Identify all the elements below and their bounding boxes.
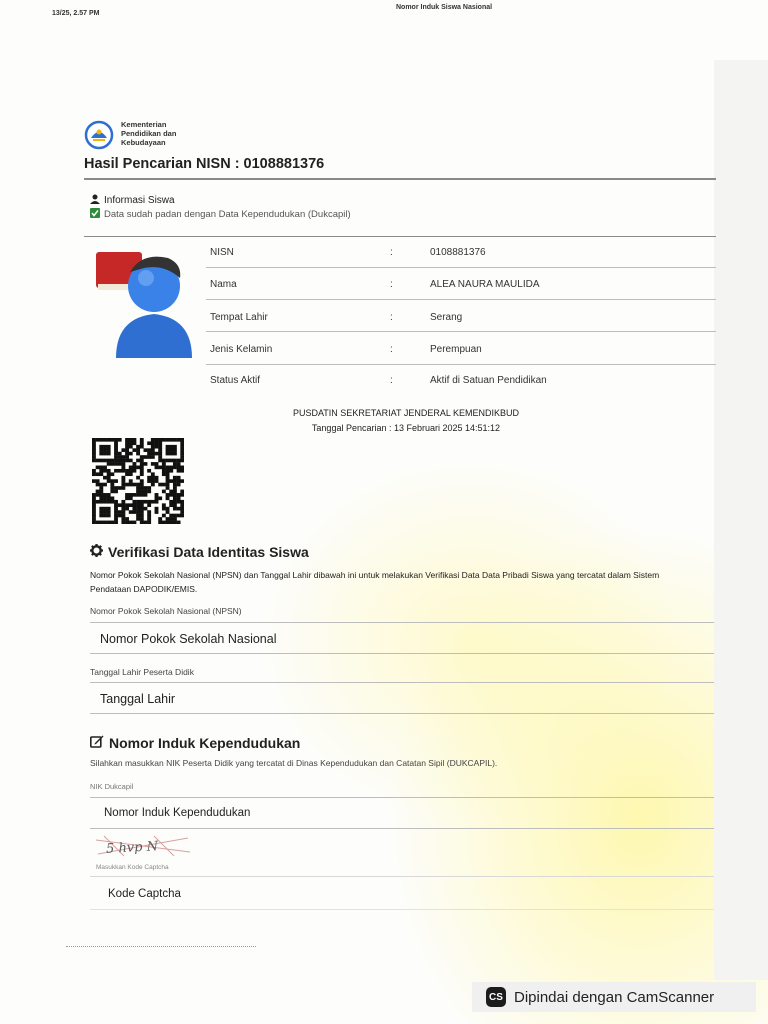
captcha-label: Masukkan Kode Captcha [96, 864, 169, 871]
row-label-status-aktif: Status Aktif [210, 375, 261, 386]
row-label-nama: Nama [210, 279, 237, 290]
camscanner-text: Dipindai dengan CamScanner [514, 988, 715, 1006]
row-colon: : [390, 247, 393, 258]
row-value-status-aktif: Aktif di Satuan Pendidikan [430, 375, 547, 386]
captcha-input[interactable]: Kode Captcha [108, 888, 181, 900]
nik-input-top [90, 797, 714, 798]
nik-heading [90, 735, 300, 751]
row-value-jenis-kelamin: Perempuan [430, 344, 482, 355]
captcha-text: 5 hvp N [105, 839, 159, 857]
row-value-nisn: 0108881376 [430, 247, 486, 258]
nik-label: NIK Dukcapil [90, 782, 134, 791]
verified-note-text: Data sudah padan dengan Data Kependudukan (Dukcapil) [104, 208, 351, 220]
row-divider [206, 364, 716, 365]
row-value-nama: ALEA NAURA MAULIDA [430, 279, 540, 290]
ministry-line-1: Kementerian [121, 120, 167, 129]
row-colon: : [390, 279, 393, 290]
nik-input-bottom [90, 828, 714, 829]
paper-edge [714, 60, 768, 980]
row-divider [206, 267, 716, 268]
row-label-nisn: NISN [210, 247, 234, 258]
dob-input-bottom [90, 713, 714, 714]
npsn-label: Nomor Pokok Sekolah Nasional (NPSN) [90, 606, 242, 616]
row-colon: : [390, 312, 393, 323]
check-icon [90, 205, 100, 223]
student-info-label: Informasi Siswa [104, 194, 175, 206]
ministry-line-3: Kebudayaan [121, 138, 166, 147]
row-colon: : [390, 344, 393, 355]
verification-heading [90, 544, 309, 560]
verified-note [90, 205, 351, 223]
print-page-title: Nomor Induk Siswa Nasional [396, 4, 493, 11]
edit-icon [90, 735, 104, 751]
qr-code-icon [92, 438, 184, 524]
camscanner-logo-icon: CS [486, 987, 506, 1007]
student-avatar-icon [94, 248, 204, 358]
camscanner-watermark [472, 982, 756, 1012]
captcha-input-top [90, 876, 714, 877]
row-label-tempat-lahir: Tempat Lahir [210, 312, 268, 323]
verification-heading-text: Verifikasi Data Identitas Siswa [108, 544, 309, 560]
row-label-jenis-kelamin: Jenis Kelamin [210, 344, 273, 355]
nik-heading-text: Nomor Induk Kependudukan [109, 735, 301, 751]
verification-description-line-1: Nomor Pokok Sekolah Nasional (NPSN) dan Tanggal Lahir dibawah ini untuk melakukan Verifikasi Data Data Pribadi Siswa yang tercatat dalam Sistem [90, 570, 660, 580]
verification-description-line-2: Pendataan DAPODIK/EMIS. [90, 584, 198, 594]
row-divider [206, 299, 716, 300]
print-datetime: 13/25, 2.57 PM [52, 10, 100, 17]
dob-input-top [90, 682, 714, 683]
ministry-line-2: Pendidikan dan [121, 129, 177, 138]
kemendikbud-logo-icon [84, 120, 114, 150]
gear-icon [90, 544, 103, 560]
row-value-tempat-lahir: Serang [430, 312, 463, 323]
npsn-input[interactable]: Nomor Pokok Sekolah Nasional [100, 632, 277, 646]
page-title: Hasil Pencarian NISN : 0108881376 [84, 156, 325, 172]
nik-description: Silahkan masukkan NIK Peserta Didik yang tercatat di Dinas Kependudukan dan Catatan Sipil (DUKCAPIL). [90, 758, 498, 768]
captcha-input-bottom [90, 909, 714, 910]
npsn-input-bottom [90, 653, 714, 654]
print-footer [66, 946, 256, 951]
npsn-input-top [90, 622, 714, 623]
verification-description [90, 568, 710, 596]
dob-label: Tanggal Lahir Peserta Didik [90, 667, 194, 677]
row-divider [206, 331, 716, 332]
captcha-image [94, 834, 192, 858]
dob-input[interactable]: Tanggal Lahir [100, 692, 176, 706]
info-divider [84, 236, 716, 237]
issuer-text: PUSDATIN SEKRETARIAT JENDERAL KEMENDIKBUD [292, 408, 520, 418]
nik-input[interactable]: Nomor Induk Kependudukan [104, 807, 251, 819]
search-date-text: Tanggal Pencarian : 13 Februari 2025 14:51:12 [311, 423, 501, 433]
row-colon: : [390, 375, 393, 386]
ministry-name [121, 120, 176, 147]
title-divider [84, 178, 716, 180]
